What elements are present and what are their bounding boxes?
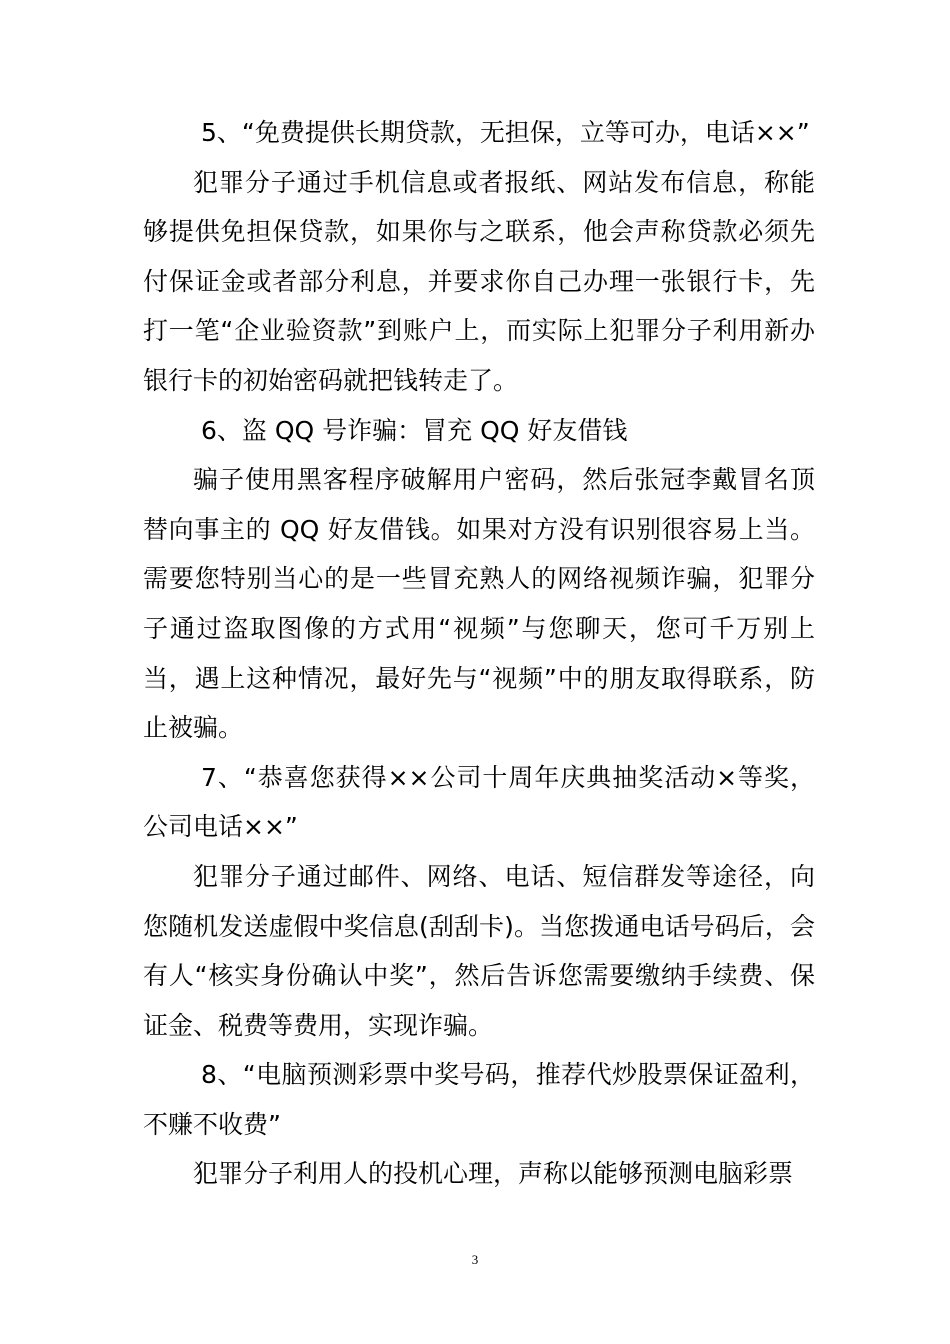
section-heading-8: 8、“电脑预测彩票中奖号码，推荐代炒股票保证盈利，不赚不收费”	[143, 1060, 815, 1139]
document-body	[143, 108, 815, 1199]
body-paragraph-8: 犯罪分子利用人的投机心理，声称以能够预测电脑彩票	[193, 1159, 794, 1189]
section-heading-7: 7、“恭喜您获得××公司十周年庆典抽奖活动×等奖，公司电话××”	[143, 762, 815, 842]
section-heading-6: 6、盗 QQ 号诈骗：冒充 QQ 好友借钱	[201, 415, 628, 445]
section-heading-5: 5、“免费提供长期贷款，无担保，立等可办，电话××”	[201, 118, 810, 147]
body-paragraph-7: 犯罪分子通过邮件、网络、电话、短信群发等途径，向您随机发送虚假中奖信息(刮刮卡)。当您拨通电话号码后，会有人“核实身份确认中奖”，然后告诉您需要缴纳手续费、保证金、税费等费用，实现诈骗。	[143, 861, 815, 1040]
page-number: 3	[471, 1252, 479, 1267]
body-paragraph-6: 骗子使用黑客程序破解用户密码，然后张冠李戴冒名顶替向事主的 QQ 好友借钱。如果对方没有识别很容易上当。需要您特别当心的是一些冒充熟人的网络视频诈骗，犯罪分子通过盗取图像的方式用“视频”与您聊天，您可千万别上当，遇上这种情况，最好先与“视频”中的朋友取得联系，防止被骗。	[143, 465, 815, 743]
body-paragraph-5: 犯罪分子通过手机信息或者报纸、网站发布信息，称能够提供免担保贷款，如果你与之联系，他会声称贷款必须先付保证金或者部分利息，并要求你自己办理一张银行卡，先打一笔“企业验资款”到账户上，而实际上犯罪分子利用新办银行卡的初始密码就把钱转走了。	[143, 167, 815, 395]
